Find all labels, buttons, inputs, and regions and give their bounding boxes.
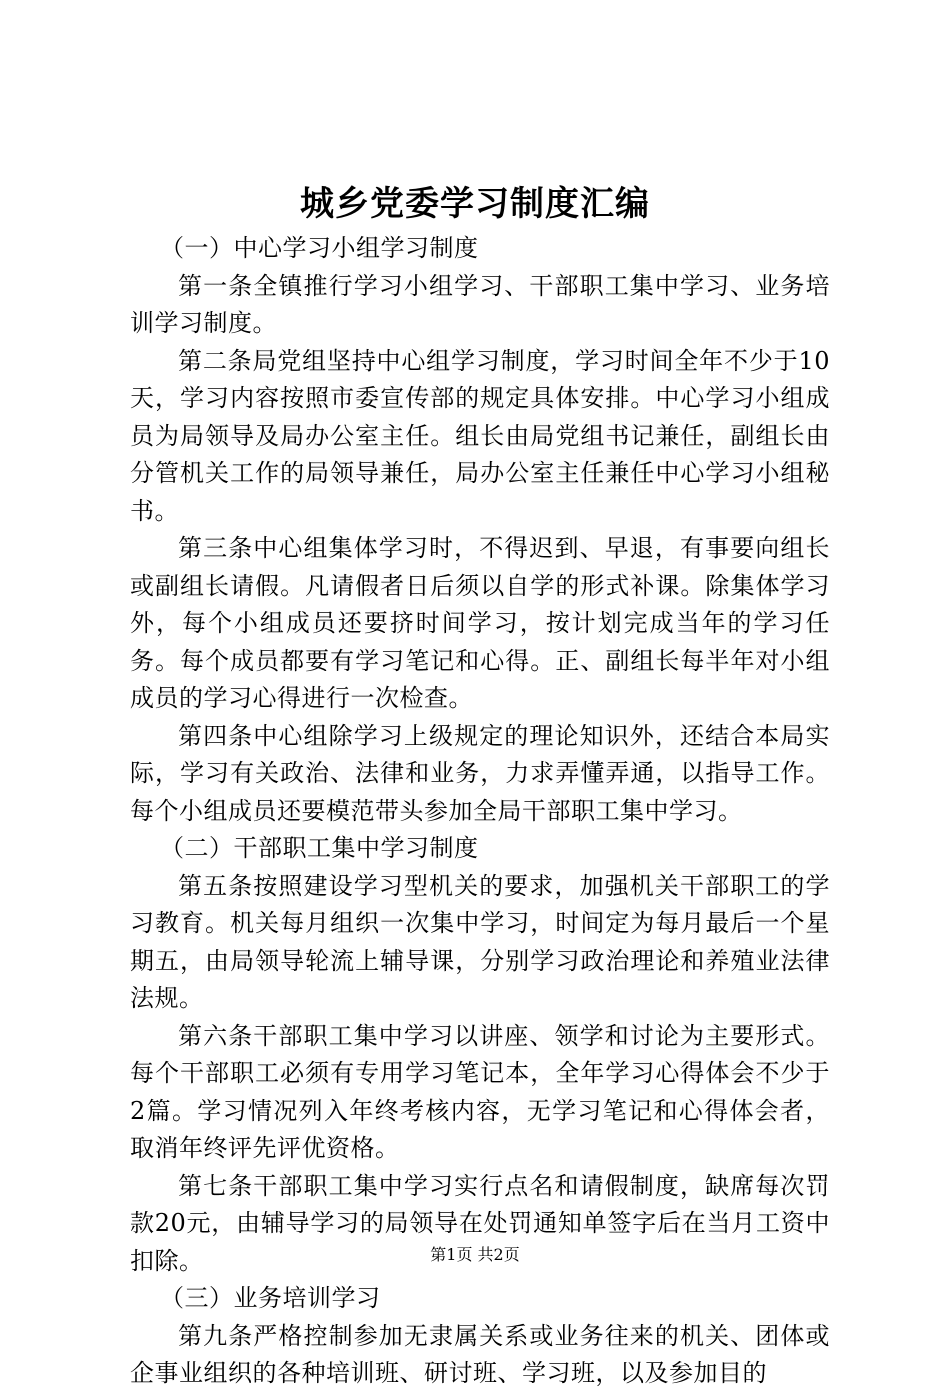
article-paragraph-9: 第九条严格控制参加无隶属关系或业务往来的机关、团体或企事业组织的各种培训班、研讨班、学习班，以及参加目的 <box>130 1321 830 1387</box>
article-paragraph-3: 第三条中心组集体学习时，不得迟到、早退，有事要向组长或副组长请假。凡请假者日后须以自学的形式补课。除集体学习外，每个小组成员还要挤时间学习，按计划完成当年的学习任务。每个成员都要有学习笔记和心得。正、副组长每半年对小组成员的学习心得进行一次检查。 <box>130 534 830 712</box>
article-paragraph-6: 第六条干部职工集中学习以讲座、领学和讨论为主要形式。每个干部职工必须有专用学习笔记本，全年学习心得体会不少于2篇。学习情况列入年终考核内容，无学习笔记和心得体会者，取消年终评先评优资格。 <box>130 1021 830 1162</box>
document-body <box>130 230 830 1393</box>
section-heading-1: （一）中心学习小组学习制度 <box>160 234 479 262</box>
article-paragraph-7: 第七条干部职工集中学习实行点名和请假制度，缺席每次罚款20元，由辅导学习的局领导在处罚通知单签字后在当月工资中扣除。 <box>130 1171 830 1275</box>
article-paragraph-5: 第五条按照建设学习型机关的要求，加强机关干部职工的学习教育。机关每月组织一次集中学习，时间定为每月最后一个星期五，由局领导轮流上辅导课，分别学习政治理论和养殖业法律法规。 <box>130 871 830 1012</box>
section-heading-2: （二）干部职工集中学习制度 <box>160 834 479 862</box>
article-paragraph-1: 第一条全镇推行学习小组学习、干部职工集中学习、业务培训学习制度。 <box>130 271 830 337</box>
section-heading-3: （三）业务培训学习 <box>160 1284 381 1312</box>
page-number-footer: 第1页 共2页 <box>430 1245 520 1264</box>
article-paragraph-4: 第四条中心组除学习上级规定的理论知识外，还结合本局实际，学习有关政治、法律和业务，力求弄懂弄通，以指导工作。每个小组成员还要模范带头参加全局干部职工集中学习。 <box>130 721 830 825</box>
article-paragraph-2: 第二条局党组坚持中心组学习制度，学习时间全年不少于10天，学习内容按照市委宣传部的规定具体安排。中心学习小组成员为局领导及局办公室主任。组长由局党组书记兼任，副组长由分管机关工作的局领导兼任，局办公室主任兼任中心学习小组秘书。 <box>130 346 830 525</box>
document-title: 城乡党委学习制度汇编 <box>300 184 650 224</box>
